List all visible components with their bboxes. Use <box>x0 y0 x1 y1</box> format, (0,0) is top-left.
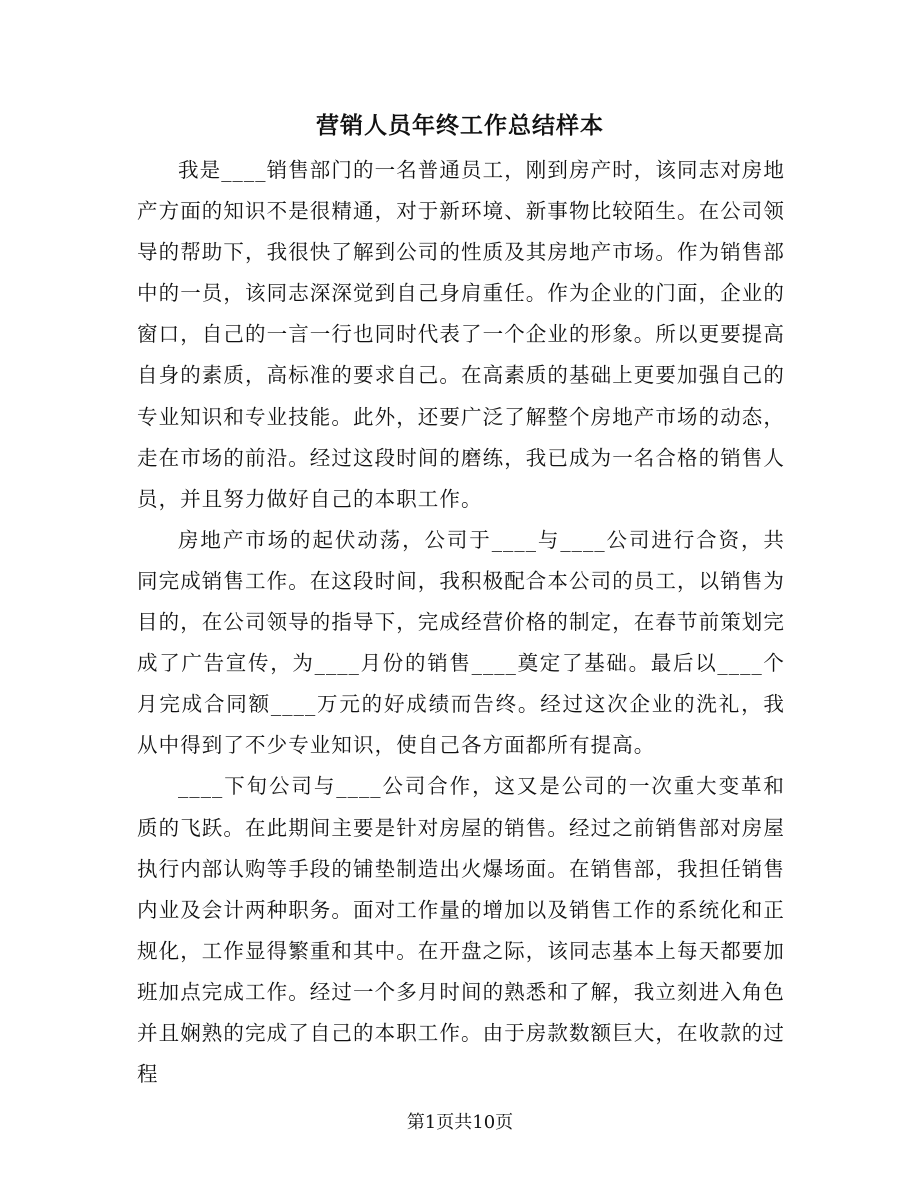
document-title: 营销人员年终工作总结样本 <box>316 112 604 139</box>
paragraph-3: ____下旬公司与____公司合作，这又是公司的一次重大变革和质的飞跃。在此期间主要是针对房屋的销售。经过之前销售部对房屋执行内部认购等手段的铺垫制造出火爆场面。在销售部，我担任销售内业及会计两种职务。面对工作量的增加以及销售工作的系统化和正规化，工作显得繁重和其中。在开盘之际，该同志基本上每天都要加班加点完成工作。经过一个多月时间的熟悉和了解，我立刻进入角色并且娴熟的完成了自己的本职工作。由于房款数额巨大，在收款的过程 <box>137 774 785 1087</box>
paragraph-2: 房地产市场的起伏动荡，公司于____与____公司进行合资，共同完成销售工作。在这段时间，我积极配合本公司的员工，以销售为目的，在公司领导的指导下，完成经营价格的制定，在春节前策划完成了广告宣传，为____月份的销售____奠定了基础。最后以____个月完成合同额____万元的好成绩而告终。经过这次企业的洗礼，我从中得到了不少专业知识，使自己各方面都所有提高。 <box>137 527 785 758</box>
paragraph-1: 我是____销售部门的一名普通员工，刚到房产时，该同志对房地产方面的知识不是很精通，对于新环境、新事物比较陌生。在公司领导的帮助下，我很快了解到公司的性质及其房地产市场。作为销售部中的一员，该同志深深觉到自己身肩重任。作为企业的门面，企业的窗口，自己的一言一行也同时代表了一个企业的形象。所以更要提高自身的素质，高标准的要求自己。在高素质的基础上更要加强自己的专业知识和专业技能。此外，还要广泛了解整个房地产市场的动态，走在市场的前沿。经过这段时间的磨练，我已成为一名合格的销售人员，并且努力做好自己的本职工作。 <box>137 158 785 511</box>
document-body <box>137 150 785 1095</box>
page-number-footer: 第1页共10页 <box>406 1112 514 1133</box>
